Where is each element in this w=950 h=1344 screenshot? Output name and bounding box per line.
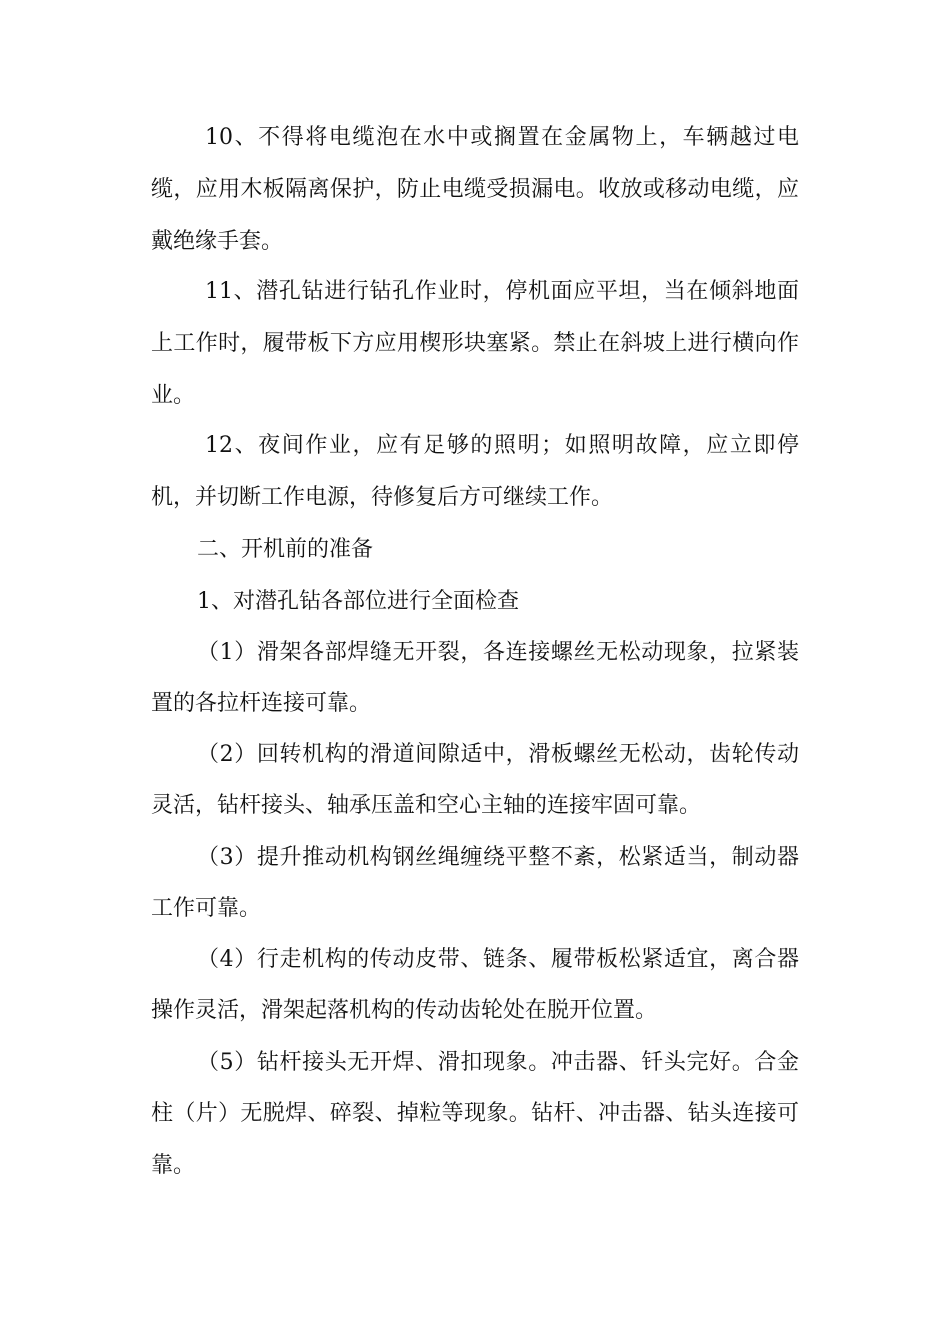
section-heading: 二、开机前的准备 [197,537,374,562]
paragraph-line: 机，并切断工作电源，待修复后方可继续工作。 [151,485,614,510]
paragraph-line: 10、不得将电缆泡在水中或搁置在金属物上，车辆越过电 [205,125,799,150]
paragraph-line: （3）提升推动机构钢丝绳缠绕平整不紊，松紧适当，制动器 [197,845,799,870]
paragraph-line: 置的各拉杆连接可靠。 [151,691,372,716]
paragraph-line: 业。 [151,383,196,408]
paragraph-line: （5）钻杆接头无开焊、滑扣现象。冲击器、钎头完好。合金 [197,1050,799,1075]
paragraph-line: （1）滑架各部焊缝无开裂，各连接螺丝无松动现象，拉紧装 [197,640,799,665]
paragraph-line: 工作可靠。 [151,896,262,921]
paragraph-line: 上工作时，履带板下方应用楔形块塞紧。禁止在斜坡上进行横向作 [151,331,799,356]
paragraph-line: （4）行走机构的传动皮带、链条、履带板松紧适宜，离合器 [197,947,799,972]
paragraph-line: 灵活，钻杆接头、轴承压盖和空心主轴的连接牢固可靠。 [151,793,702,818]
paragraph-line: 戴绝缘手套。 [151,229,284,254]
paragraph-line: 操作灵活，滑架起落机构的传动齿轮处在脱开位置。 [151,998,658,1023]
paragraph-line: （2）回转机构的滑道间隙适中，滑板螺丝无松动，齿轮传动 [197,742,799,767]
paragraph-line: 12、夜间作业，应有足够的照明；如照明故障，应立即停 [205,433,799,458]
paragraph-line: 缆，应用木板隔离保护，防止电缆受损漏电。收放或移动电缆，应 [151,177,799,202]
paragraph-line: 柱（片）无脱焊、碎裂、掉粒等现象。钻杆、冲击器、钻头连接可 [151,1101,799,1126]
subsection-heading: 1、对潜孔钻各部位进行全面检查 [197,589,519,614]
paragraph-line: 靠。 [151,1153,196,1178]
paragraph-line: 11、潜孔钻进行钻孔作业时，停机面应平坦，当在倾斜地面 [205,279,799,304]
